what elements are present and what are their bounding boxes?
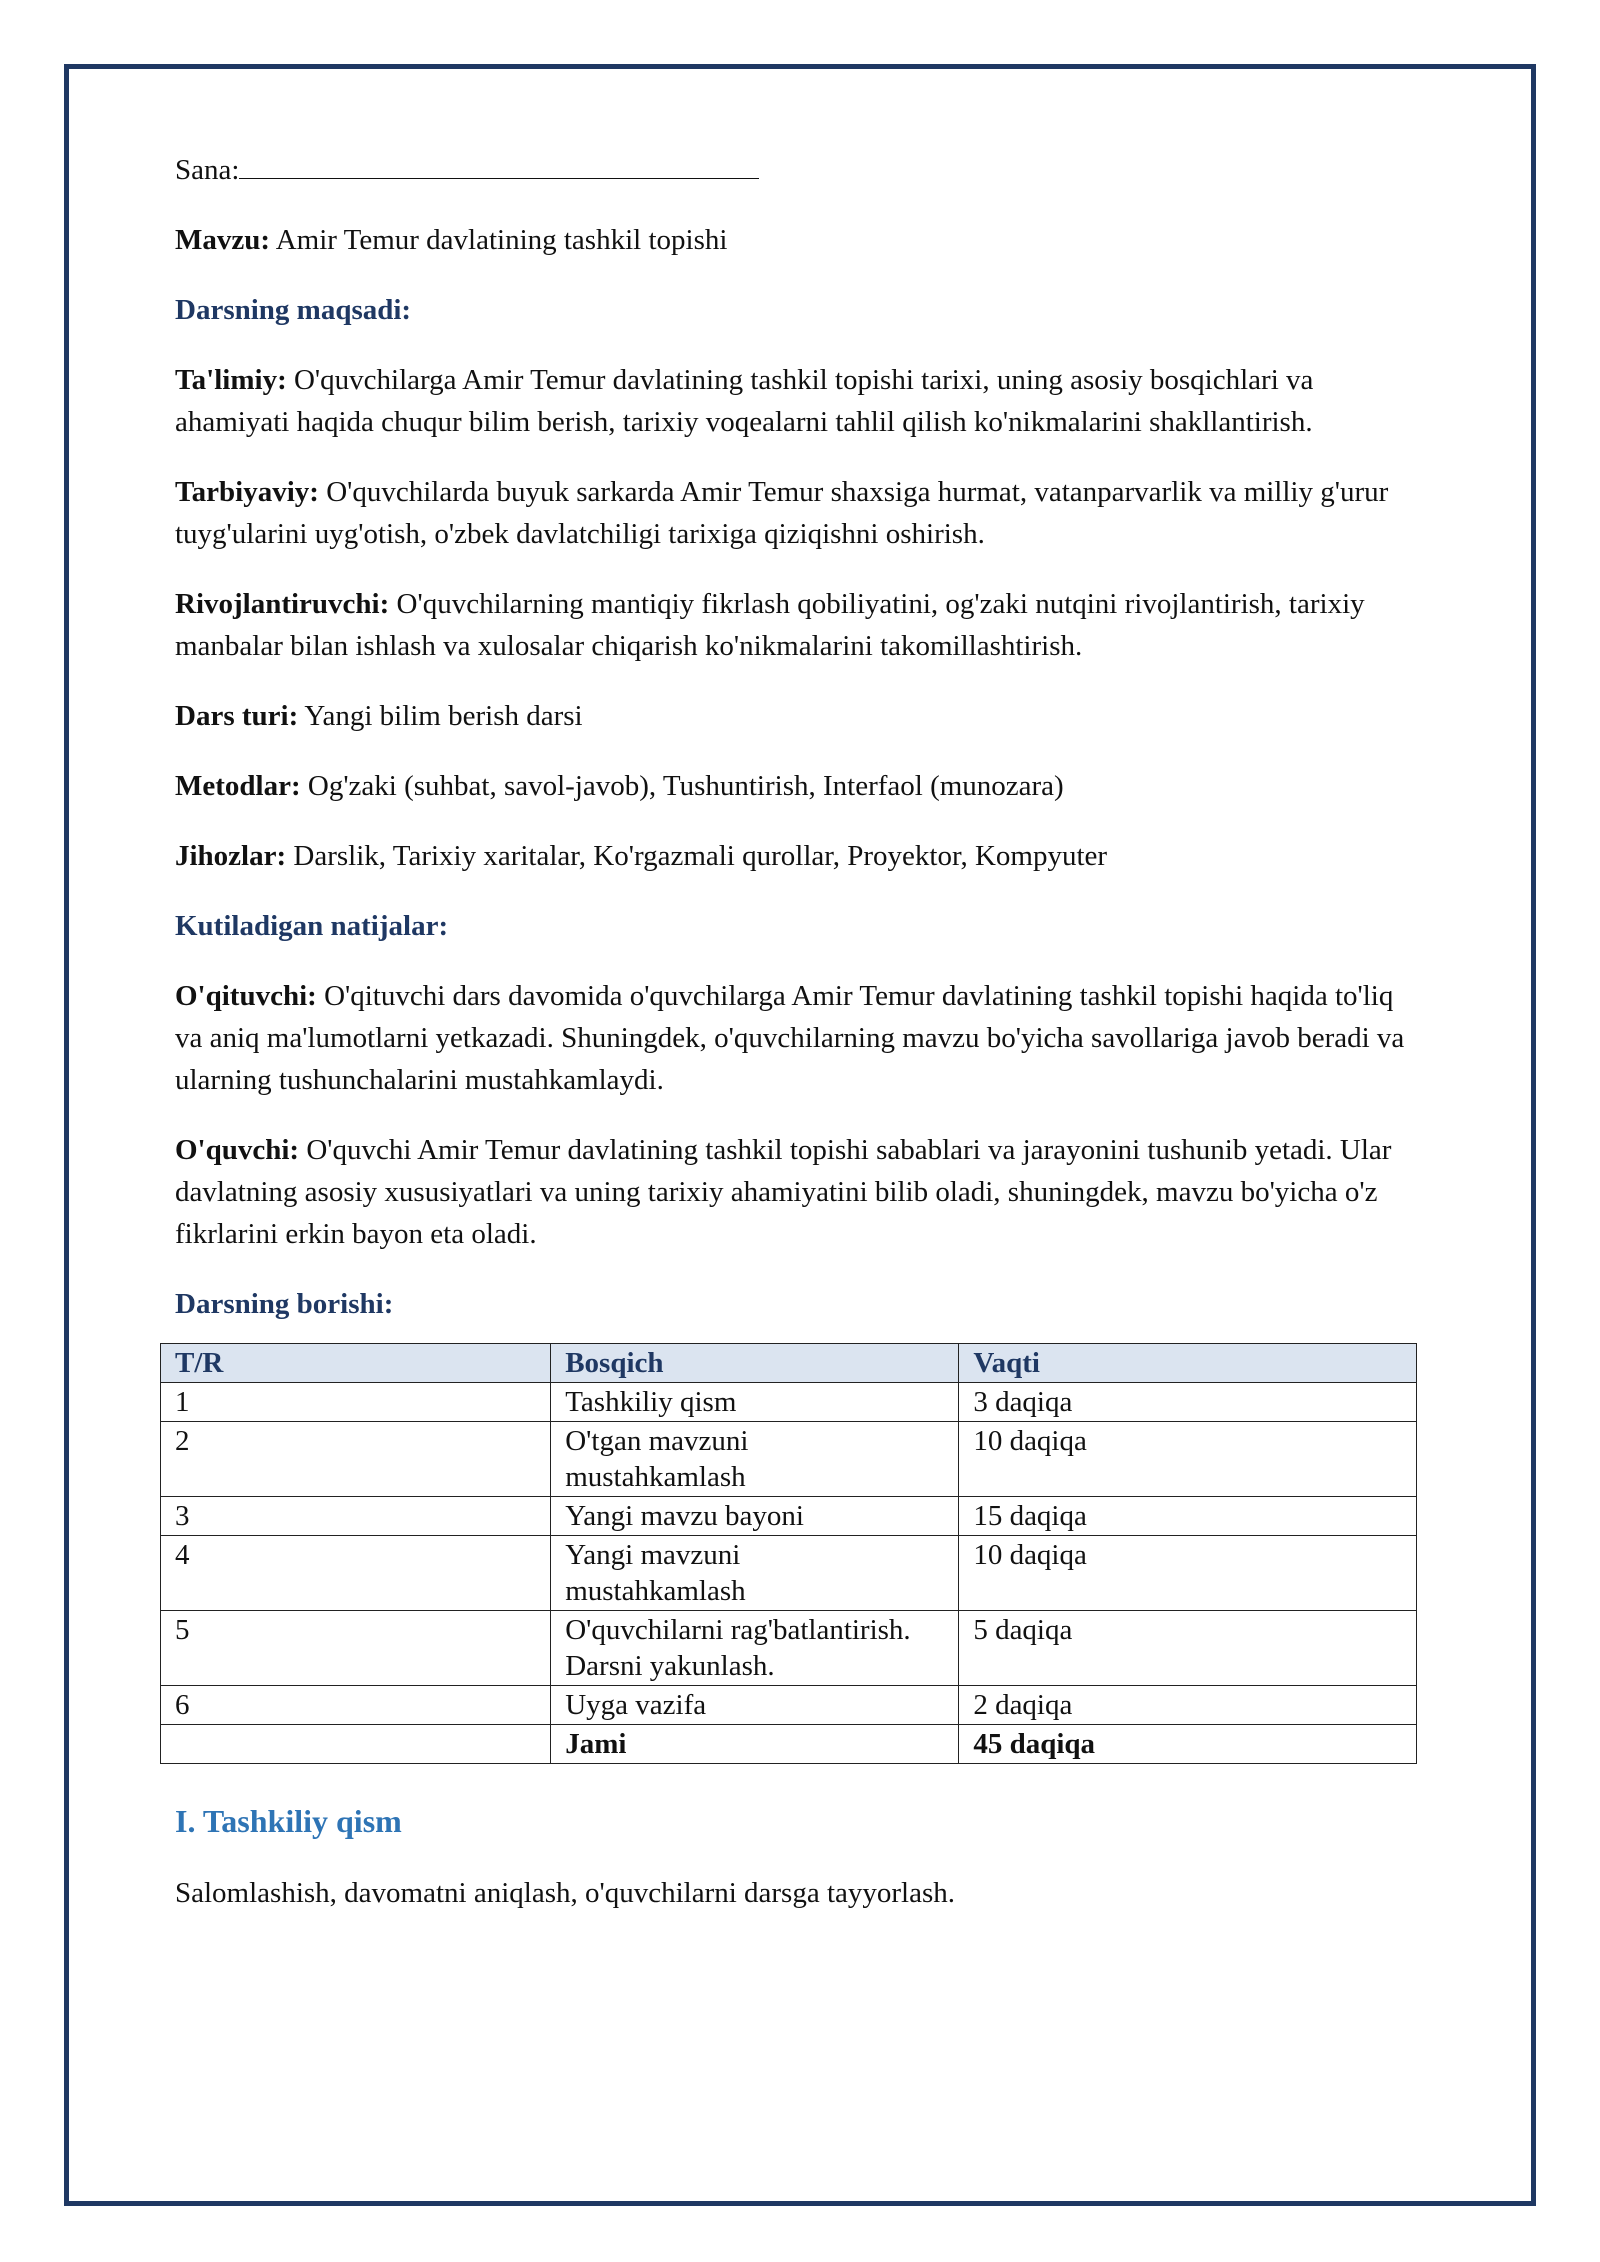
table-cell: 10 daqiqa [959, 1422, 1417, 1497]
table-cell: Uyga vazifa [551, 1686, 959, 1725]
table-cell: 2 daqiqa [959, 1686, 1417, 1725]
outcome-label: O'quvchi: [175, 1134, 300, 1166]
lesson-plan-table [160, 1343, 1417, 1764]
table-cell: 3 daqiqa [959, 1383, 1417, 1422]
equipment-value: Darslik, Tarixiy xaritalar, Ko'rgazmali qurollar, Proyektor, Kompyuter [293, 840, 1108, 872]
goal-text: O'quvchilarda buyuk sarkarda Amir Temur shaxsiga hurmat, vatanparvarlik va milliy g'urur tuyg'ularini uyg'otish, o'zbek davlatchiligi tarixiga qiziqishni oshirish. [175, 476, 1389, 550]
goal-text: O'quvchilarning mantiqiy fikrlash qobiliyatini, og'zaki nutqini rivojlantirish, tarixiy manbalar bilan ishlash va xulosalar chiqarish ko'nikmalarini takomillashtirish. [175, 588, 1365, 662]
outcomes-heading: Kutiladigan natijalar: [175, 910, 449, 942]
table-cell: 15 daqiqa [959, 1497, 1417, 1536]
methods-label: Metodlar: [175, 770, 301, 802]
table-row [161, 1497, 1417, 1536]
table-row [161, 1686, 1417, 1725]
table-cell: 5 [161, 1611, 551, 1686]
table-row [161, 1536, 1417, 1611]
topic-value: Amir Temur davlatining tashkil topishi [275, 224, 728, 256]
total-label: Jami [551, 1725, 959, 1764]
date-line [175, 148, 1425, 191]
table-total-row [161, 1725, 1417, 1764]
table-row [161, 1383, 1417, 1422]
goal-educational [175, 359, 1425, 443]
table-row [161, 1422, 1417, 1497]
table-cell: 5 daqiqa [959, 1611, 1417, 1686]
table-cell [161, 1725, 551, 1764]
document-body [175, 148, 1425, 1942]
outcome-teacher [175, 975, 1425, 1101]
section-text: Salomlashish, davomatni aniqlash, o'quvchilarni darsga tayyorlash. [175, 1877, 956, 1909]
topic-line [175, 219, 1425, 261]
lesson-type-label: Dars turi: [175, 700, 299, 732]
progress-heading: Darsning borishi: [175, 1288, 394, 1320]
goal-developmental [175, 583, 1425, 667]
lesson-type-value: Yangi bilim berish darsi [304, 700, 583, 732]
column-header: T/R [161, 1344, 551, 1383]
goal-upbringing [175, 471, 1425, 555]
lesson-plan-table-wrap [160, 1343, 1425, 1764]
column-header: Bosqich [551, 1344, 959, 1383]
goal-label: Ta'limiy: [175, 364, 287, 396]
table-cell: 2 [161, 1422, 551, 1497]
outcome-text: O'qituvchi dars davomida o'quvchilarga Amir Temur davlatining tashkil topishi haqida to'liq va aniq ma'lumotlarni yetkazadi. Shuningdek, o'quvchilarning mavzu bo'yicha savollariga javob beradi va ularning tushunchalarini mustahkamlaydi. [175, 980, 1405, 1096]
table-row [161, 1611, 1417, 1686]
table-cell: Yangi mavzu bayoni [551, 1497, 959, 1536]
outcome-text: O'quvchi Amir Temur davlatining tashkil topishi sabablari va jarayonini tushunib yetadi. Ular davlatning asosiy xususiyatlari va uning tarixiy ahamiyatini bilib oladi, shuningdek, mavzu bo'yicha o'z fikrlarini erkin bayon eta oladi. [175, 1134, 1392, 1250]
total-value: 45 daqiqa [959, 1725, 1417, 1764]
lesson-type-line [175, 695, 1425, 737]
goal-text: O'quvchilarga Amir Temur davlatining tashkil topishi tarixi, uning asosiy bosqichlari va ahamiyati haqida chuqur bilim berish, tarixiy voqealarni tahlil qilish ko'nikmalarini shakllantirish. [175, 364, 1314, 438]
equipment-line [175, 835, 1425, 877]
table-cell: 10 daqiqa [959, 1536, 1417, 1611]
methods-value: Og'zaki (suhbat, savol-javob), Tushuntirish, Interfaol (munozara) [307, 770, 1064, 802]
table-cell: Tashkiliy qism [551, 1383, 959, 1422]
equipment-label: Jihozlar: [175, 840, 287, 872]
date-label: Sana: [175, 154, 240, 186]
table-cell: 1 [161, 1383, 551, 1422]
date-blank-line [239, 148, 759, 179]
goals-heading: Darsning maqsadi: [175, 294, 412, 326]
section-heading: I. Tashkiliy qism [175, 1803, 402, 1839]
table-cell: O'tgan mavzuni mustahkamlash [551, 1422, 959, 1497]
goal-label: Tarbiyaviy: [175, 476, 319, 508]
table-cell: Yangi mavzuni mustahkamlash [551, 1536, 959, 1611]
topic-label: Mavzu: [175, 224, 271, 256]
table-cell: 6 [161, 1686, 551, 1725]
table-cell: 4 [161, 1536, 551, 1611]
outcome-label: O'qituvchi: [175, 980, 317, 1012]
table-header-row [161, 1344, 1417, 1383]
methods-line [175, 765, 1425, 807]
table-cell: 3 [161, 1497, 551, 1536]
table-cell: O'quvchilarni rag'batlantirish. Darsni yakunlash. [551, 1611, 959, 1686]
column-header: Vaqti [959, 1344, 1417, 1383]
outcome-student [175, 1129, 1425, 1255]
goal-label: Rivojlantiruvchi: [175, 588, 390, 620]
